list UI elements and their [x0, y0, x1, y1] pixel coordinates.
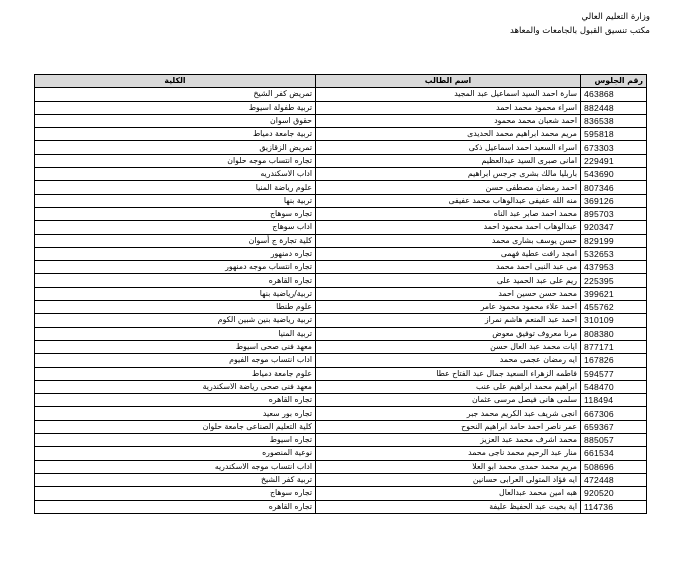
seat-number-cell: 808380 — [581, 327, 647, 340]
table-row — [35, 181, 647, 194]
seat-number-cell: 399621 — [581, 287, 647, 300]
college-cell: تربية رياضية بنين شبين الكوم — [35, 314, 316, 327]
seat-number-cell: 472448 — [581, 473, 647, 486]
table-row — [35, 420, 647, 433]
office-title: مكتب تنسيق القبول بالجامعات والمعاهد — [510, 26, 650, 36]
student-name-cell: ايه رمضان عجمى محمد — [316, 354, 581, 367]
table-row — [35, 327, 647, 340]
seat-number-cell: 455762 — [581, 301, 647, 314]
seat-number-cell: 836538 — [581, 114, 647, 127]
student-name-cell: احمد شعبان محمد محمود — [316, 114, 581, 127]
column-header-student-name: اسم الطالب — [316, 75, 581, 88]
student-name-cell: احمد عبد المنعم هاشم نمراز — [316, 314, 581, 327]
seat-number-cell: 369126 — [581, 194, 647, 207]
page-header — [510, 10, 650, 38]
table-row — [35, 354, 647, 367]
student-name-cell: عمر ناصر احمد حامد ابراهيم النحوح — [316, 420, 581, 433]
college-cell: تجاره دمنهور — [35, 247, 316, 260]
seat-number-cell: 667306 — [581, 407, 647, 420]
student-name-cell: سارة احمد السيد اسماعيل عبد المجيد — [316, 88, 581, 101]
table-row — [35, 301, 647, 314]
seat-number-cell: 882448 — [581, 101, 647, 114]
seat-number-cell: 895703 — [581, 207, 647, 220]
table-row — [35, 128, 647, 141]
table-row — [35, 274, 647, 287]
table-row — [35, 154, 647, 167]
college-cell: تجاره بور سعيد — [35, 407, 316, 420]
student-name-cell: اسراء السعيد احمد اسماعيل ذكى — [316, 141, 581, 154]
seat-number-cell: 920520 — [581, 487, 647, 500]
student-name-cell: فاطمه الزهراء السعيد جمال عبد الفتاح عطا — [316, 367, 581, 380]
student-name-cell: اية بخيت عبد الحفيظ عليفة — [316, 500, 581, 513]
student-name-cell: هبه امين محمد عبدالعال — [316, 487, 581, 500]
seat-number-cell: 661534 — [581, 447, 647, 460]
seat-number-cell: 114736 — [581, 500, 647, 513]
seat-number-cell: 229491 — [581, 154, 647, 167]
college-cell: تربية/رياضية بنها — [35, 287, 316, 300]
student-name-cell: امجد رافت عطية فهمى — [316, 247, 581, 260]
student-name-cell: باربليا مالك بشرى جرجس ابراهيم — [316, 168, 581, 181]
table-row — [35, 207, 647, 220]
student-name-cell: ابراهيم محمد ابراهيم على عنب — [316, 380, 581, 393]
seat-number-cell: 543690 — [581, 168, 647, 181]
college-cell: تربية طفولة اسيوط — [35, 101, 316, 114]
student-name-cell: سلمى هانى فيصل مرسى عثمان — [316, 394, 581, 407]
student-name-cell: حسن يوسف بشارى محمد — [316, 234, 581, 247]
table-row — [35, 394, 647, 407]
table-row — [35, 168, 647, 181]
college-cell: تجاره القاهره — [35, 274, 316, 287]
table-row — [35, 447, 647, 460]
college-cell: علوم طنطا — [35, 301, 316, 314]
table-row — [35, 314, 647, 327]
seat-number-cell: 437953 — [581, 261, 647, 274]
college-cell: تجاره سوهاج — [35, 207, 316, 220]
table-row — [35, 261, 647, 274]
column-header-college: الكلية — [35, 75, 316, 88]
college-cell: تجاره القاهره — [35, 500, 316, 513]
seat-number-cell: 548470 — [581, 380, 647, 393]
seat-number-cell: 885057 — [581, 434, 647, 447]
seat-number-cell: 673303 — [581, 141, 647, 154]
college-cell: معهد فنى صحى اسيوط — [35, 340, 316, 353]
college-cell: اداب انتساب موجه الفيوم — [35, 354, 316, 367]
seat-number-cell: 225395 — [581, 274, 647, 287]
table-row — [35, 487, 647, 500]
seat-number-cell: 118494 — [581, 394, 647, 407]
student-name-cell: مريم محمد حمدى محمد ابو العلا — [316, 460, 581, 473]
seat-number-cell: 829199 — [581, 234, 647, 247]
college-cell: كلية التعليم الصناعى جامعة حلوان — [35, 420, 316, 433]
college-cell: تجاره انتساب موجه حلوان — [35, 154, 316, 167]
student-name-cell: ريم على عبد الحميد على — [316, 274, 581, 287]
college-cell: تجاره سوهاج — [35, 487, 316, 500]
table-row — [35, 101, 647, 114]
student-name-cell: احمد رمضان مصطفى حسن — [316, 181, 581, 194]
college-cell: علوم جامعة دمياط — [35, 367, 316, 380]
table-row — [35, 287, 647, 300]
college-cell: اداب انتساب موجه الاسكندريه — [35, 460, 316, 473]
college-cell: معهد فنى صحى رياضة الاسكندرية — [35, 380, 316, 393]
table-row — [35, 380, 647, 393]
college-cell: تربية جامعة دمياط — [35, 128, 316, 141]
student-name-cell: مريم محمد ابراهيم محمد الحديدى — [316, 128, 581, 141]
table-row — [35, 88, 647, 101]
student-name-cell: احمد علاء محمود محمود عامر — [316, 301, 581, 314]
table-row — [35, 500, 647, 513]
seat-number-cell: 463868 — [581, 88, 647, 101]
ministry-title: وزارة التعليم العالي — [581, 12, 650, 22]
table-row — [35, 221, 647, 234]
table-row — [35, 473, 647, 486]
table-row — [35, 141, 647, 154]
seat-number-cell: 659367 — [581, 420, 647, 433]
college-cell: تمريض كفر الشيخ — [35, 88, 316, 101]
table-row — [35, 247, 647, 260]
seat-number-cell: 532653 — [581, 247, 647, 260]
seat-number-cell: 594577 — [581, 367, 647, 380]
student-name-cell: منه الله عفيفى عبدالوهاب محمد عفيفى — [316, 194, 581, 207]
admissions-table — [34, 74, 647, 514]
college-cell: تجاره اسيوط — [35, 434, 316, 447]
college-cell: اداب سوهاج — [35, 221, 316, 234]
college-cell: تمريض الزقازيق — [35, 141, 316, 154]
college-cell: تجاره القاهره — [35, 394, 316, 407]
college-cell: تربية بنها — [35, 194, 316, 207]
student-name-cell: محمد احمد صابر عبد الناه — [316, 207, 581, 220]
student-name-cell: ايه فؤاد المتولى العرابى حسانين — [316, 473, 581, 486]
college-cell: تربية كفر الشيخ — [35, 473, 316, 486]
seat-number-cell: 508696 — [581, 460, 647, 473]
student-name-cell: اسراء محمود محمد احمد — [316, 101, 581, 114]
college-cell: علوم رياضة المنيا — [35, 181, 316, 194]
seat-number-cell: 920347 — [581, 221, 647, 234]
student-name-cell: عبدالوهاب احمد محمود احمد — [316, 221, 581, 234]
table-row — [35, 234, 647, 247]
student-name-cell: انجى شريف عبد الكريم محمد جبر — [316, 407, 581, 420]
student-name-cell: مرنا معروف توفيق معوض — [316, 327, 581, 340]
table-row — [35, 407, 647, 420]
seat-number-cell: 877171 — [581, 340, 647, 353]
table-row — [35, 460, 647, 473]
student-name-cell: محمد حسن حسين احمد — [316, 287, 581, 300]
college-cell: اداب الاسكندريه — [35, 168, 316, 181]
table-row — [35, 114, 647, 127]
college-cell: تجاره انتساب موجه دمنهور — [35, 261, 316, 274]
college-cell: حقوق اسوان — [35, 114, 316, 127]
student-name-cell: مى عبد النبى احمد محمد — [316, 261, 581, 274]
seat-number-cell: 595818 — [581, 128, 647, 141]
student-name-cell: منار عبد الرحيم محمد ناجى محمد — [316, 447, 581, 460]
table-row — [35, 340, 647, 353]
student-name-cell: امانى صبرى السيد عبدالعظيم — [316, 154, 581, 167]
table-row — [35, 434, 647, 447]
student-name-cell: محمد اشرف محمد عبد العزيز — [316, 434, 581, 447]
seat-number-cell: 807346 — [581, 181, 647, 194]
seat-number-cell: 310109 — [581, 314, 647, 327]
college-cell: كلية تجارة ج أسوان — [35, 234, 316, 247]
table-row — [35, 367, 647, 380]
seat-number-cell: 167826 — [581, 354, 647, 367]
table-header-row — [35, 75, 647, 88]
table-row — [35, 194, 647, 207]
column-header-seat-number: رقم الجلوس — [581, 75, 647, 88]
college-cell: نوعية المنصوره — [35, 447, 316, 460]
table-body — [35, 88, 647, 514]
student-name-cell: ايات محمد عبد العال حسن — [316, 340, 581, 353]
college-cell: تربية المنيا — [35, 327, 316, 340]
